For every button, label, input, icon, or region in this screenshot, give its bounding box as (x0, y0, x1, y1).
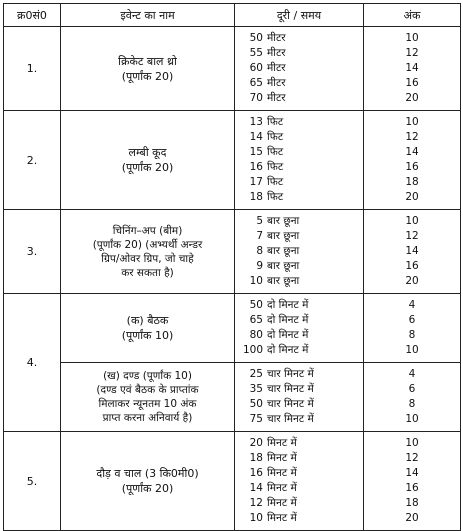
event-name-line: ग्रिप/ओवर ग्रिप, जो चाहे (101, 252, 194, 265)
marks-cell: 12 (364, 451, 461, 466)
distance-unit: मिनट में (267, 452, 297, 464)
header-marks: अंक (364, 4, 461, 27)
distance-cell (235, 145, 364, 160)
serial-number: 3. (4, 210, 61, 294)
distance-unit: मिनट में (267, 497, 297, 509)
distance-value: 25 (249, 368, 263, 380)
marks-spacer (364, 526, 461, 531)
distance-value: 14 (249, 482, 263, 494)
distance-cell (235, 466, 364, 481)
distance-cell (235, 115, 364, 130)
distance-cell (235, 451, 364, 466)
distance-unit: फिट (267, 161, 284, 173)
marks-cell: 16 (364, 160, 461, 175)
distance-cell (235, 382, 364, 397)
distance-value: 18 (249, 452, 263, 464)
distance-value: 18 (249, 191, 263, 203)
distance-cell (235, 397, 364, 412)
distance-unit: मीटर (267, 92, 286, 104)
distance-value: 55 (249, 47, 263, 59)
distance-unit: मिनट में (267, 512, 297, 524)
marks-cell: 14 (364, 244, 461, 259)
distance-unit: मीटर (267, 32, 286, 44)
marks-cell: 10 (364, 31, 461, 46)
event-name-cell (61, 363, 235, 432)
marks-cell: 10 (364, 343, 461, 358)
marks-cell: 20 (364, 274, 461, 289)
distance-value: 17 (249, 176, 263, 188)
event-name-line: मिलाकर न्यूनतम 10 अंक (98, 398, 197, 410)
distance-unit: फिट (267, 191, 284, 203)
event-name-line: दौड़ व चाल (3 कि0मी0) (96, 467, 199, 480)
distance-value: 12 (249, 497, 263, 509)
marks-cell: 16 (364, 481, 461, 496)
event-name-line: कर सकता है) (121, 266, 174, 279)
distance-value: 8 (256, 245, 263, 257)
table-body (4, 27, 461, 531)
marks-cell: 20 (364, 511, 461, 526)
distance-cell (235, 328, 364, 343)
marks-cell: 14 (364, 466, 461, 481)
distance-unit: मीटर (267, 77, 286, 89)
distance-cell (235, 511, 364, 526)
distance-cell (235, 190, 364, 205)
event-name-line: (क) बैठक (126, 314, 169, 327)
distance-value: 75 (249, 413, 263, 425)
marks-cell: 8 (364, 397, 461, 412)
marks-cell: 20 (364, 190, 461, 205)
event-name-line: (ख) दण्ड (पूर्णांक 10) (103, 370, 192, 382)
distance-value: 50 (249, 299, 263, 311)
distance-unit: चार मिनट में (267, 398, 314, 410)
event-name-cell (61, 27, 235, 111)
event-name-line: (पूर्णांक 20) (121, 69, 174, 83)
distance-unit: बार छूना (267, 260, 300, 272)
marks-cell: 12 (364, 130, 461, 145)
distance-cell (235, 412, 364, 427)
distance-value: 50 (249, 398, 263, 410)
distance-unit: दो मिनट में (267, 329, 309, 341)
distance-cell (235, 259, 364, 274)
distance-cell (235, 214, 364, 229)
distance-value: 100 (242, 344, 263, 356)
serial-number: 5. (4, 432, 61, 531)
distance-unit: मिनट में (267, 437, 297, 449)
event-name-line: प्राप्त करना अनिवार्य है) (102, 412, 193, 424)
marks-cell: 16 (364, 259, 461, 274)
event-name-line: (पूर्णांक 10) (121, 329, 174, 342)
event-name-cell (61, 111, 235, 210)
distance-value: 16 (249, 161, 263, 173)
header-row (4, 4, 461, 27)
distance-unit: फिट (267, 131, 284, 143)
distance-cell (235, 436, 364, 451)
distance-cell (235, 160, 364, 175)
marks-cell: 6 (364, 313, 461, 328)
distance-cell (235, 31, 364, 46)
distance-unit: मीटर (267, 47, 286, 59)
marks-cell: 20 (364, 91, 461, 106)
distance-value: 65 (249, 77, 263, 89)
distance-cell (235, 298, 364, 313)
marks-cell: 10 (364, 412, 461, 427)
marks-cell: 14 (364, 61, 461, 76)
distance-unit: दो मिनट में (267, 344, 309, 356)
distance-cell (235, 274, 364, 289)
distance-cell (235, 91, 364, 106)
marks-cell: 4 (364, 367, 461, 382)
distance-unit: चार मिनट में (267, 368, 314, 380)
distance-value: 9 (256, 260, 263, 272)
marks-cell: 4 (364, 298, 461, 313)
distance-value: 60 (249, 62, 263, 74)
marks-cell: 18 (364, 496, 461, 511)
distance-cell (235, 61, 364, 76)
distance-value: 7 (256, 230, 263, 242)
distance-unit: दो मिनट में (267, 299, 309, 311)
distance-value: 70 (249, 92, 263, 104)
distance-cell (235, 313, 364, 328)
distance-value: 20 (249, 437, 263, 449)
distance-unit: मिनट में (267, 482, 297, 494)
event-name-line: (पूर्णांक 20) (121, 161, 174, 174)
distance-unit: चार मिनट में (267, 413, 314, 425)
marks-cell: 12 (364, 229, 461, 244)
distance-value: 15 (249, 146, 263, 158)
marks-cell: 12 (364, 46, 461, 61)
serial-number: 2. (4, 111, 61, 210)
event-name-cell (61, 294, 235, 363)
event-name-line: (दण्ड एवं बैठक के प्राप्तांक (96, 384, 199, 396)
marks-cell: 10 (364, 115, 461, 130)
header-serial: क्र0सं0 (4, 4, 61, 27)
serial-number: 1. (4, 27, 61, 111)
distance-value: 16 (249, 467, 263, 479)
distance-spacer (235, 526, 364, 531)
distance-value: 10 (249, 275, 263, 287)
distance-unit: चार मिनट में (267, 383, 314, 395)
distance-value: 65 (249, 314, 263, 326)
distance-cell (235, 175, 364, 190)
event-name-line: (पूर्णांक 20) (अभ्यर्थी अन्डर (92, 238, 203, 251)
header-distance-time: दूरी / समय (235, 4, 364, 27)
marks-cell: 10 (364, 214, 461, 229)
marks-cell: 14 (364, 145, 461, 160)
distance-value: 50 (249, 32, 263, 44)
event-name-line: क्रिकेट बाल थ्रो (118, 54, 177, 68)
distance-cell (235, 481, 364, 496)
distance-cell (235, 496, 364, 511)
distance-cell (235, 244, 364, 259)
distance-cell (235, 76, 364, 91)
event-name-cell (61, 210, 235, 294)
distance-value: 10 (249, 512, 263, 524)
distance-cell (235, 367, 364, 382)
marks-cell: 10 (364, 436, 461, 451)
marks-cell: 6 (364, 382, 461, 397)
event-name-line: (पूर्णांक 20) (121, 482, 174, 495)
distance-unit: बार छूना (267, 245, 300, 257)
distance-cell (235, 46, 364, 61)
distance-unit: बार छूना (267, 230, 300, 242)
marks-table (3, 3, 461, 531)
distance-value: 80 (249, 329, 263, 341)
distance-value: 35 (249, 383, 263, 395)
marks-cell: 8 (364, 328, 461, 343)
serial-number: 4. (4, 294, 61, 432)
distance-cell (235, 229, 364, 244)
distance-unit: बार छूना (267, 275, 300, 287)
distance-value: 14 (249, 131, 263, 143)
distance-unit: मिनट में (267, 467, 297, 479)
distance-unit: फिट (267, 176, 284, 188)
distance-unit: मीटर (267, 62, 286, 74)
marks-cell: 16 (364, 76, 461, 91)
header-event-name: इवेन्ट का नाम (61, 4, 235, 27)
distance-unit: दो मिनट में (267, 314, 309, 326)
event-name-line: लम्बी कूद (128, 146, 167, 159)
marks-cell: 18 (364, 175, 461, 190)
distance-value: 13 (249, 116, 263, 128)
distance-cell (235, 343, 364, 358)
event-name-line: चिनिंग–अप (बीम) (112, 224, 183, 237)
event-name-cell (61, 432, 235, 531)
distance-unit: फिट (267, 116, 284, 128)
distance-unit: फिट (267, 146, 284, 158)
distance-value: 5 (256, 215, 263, 227)
distance-unit: बार छूना (267, 215, 300, 227)
distance-cell (235, 130, 364, 145)
